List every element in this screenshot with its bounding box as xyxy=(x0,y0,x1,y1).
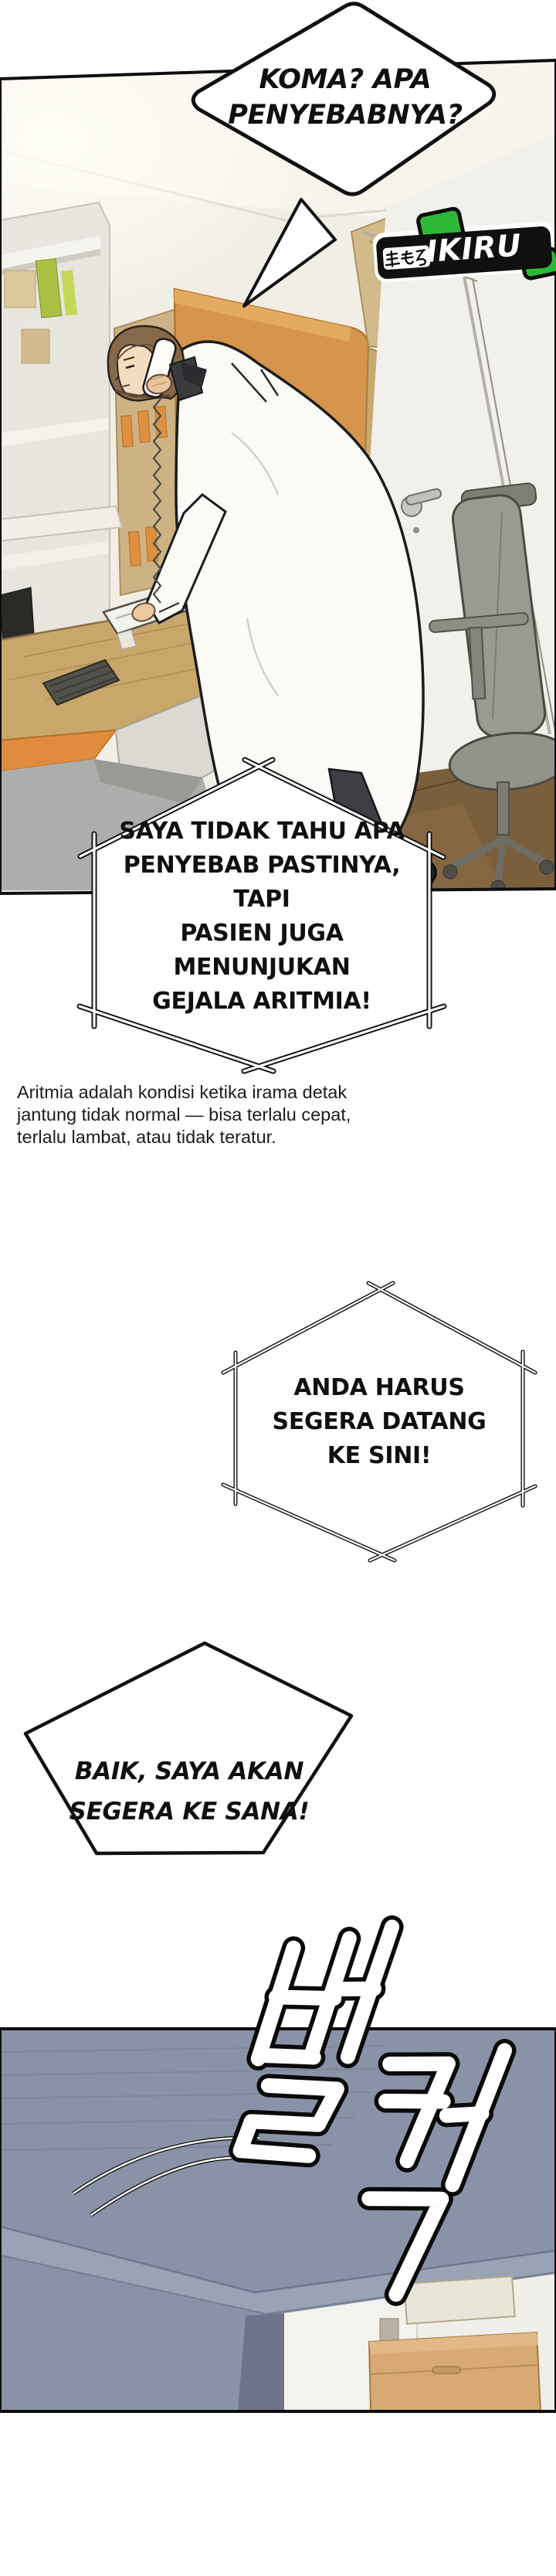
bubble-line: PENYEBAB PASTINYA, TAPI xyxy=(123,852,401,913)
drawer-handle xyxy=(432,2367,460,2374)
bubble-line: BAIK, SAYA AKAN xyxy=(74,1758,304,1785)
bubble-line: SEGERA KE SANA! xyxy=(69,1798,310,1826)
ikiru-logo-text xyxy=(425,223,552,274)
bubble-line: GEJALA ARITMIA! xyxy=(152,988,371,1015)
bubble-line: KE SINI! xyxy=(327,1442,432,1469)
bubble-line: PENYEBABNYA? xyxy=(228,100,463,131)
tan-box-2 xyxy=(22,329,49,363)
note-caption xyxy=(17,1079,496,1150)
bubble-line: SAYA TIDAK TAHU APA xyxy=(119,818,405,845)
bubble-pentagon-text xyxy=(42,1750,336,1833)
caption-line: terlalu lambat, atau tidak teratur. xyxy=(17,1126,276,1147)
door-keyhole xyxy=(413,527,419,533)
wall-corner xyxy=(238,2313,284,2411)
caption-line: Aritmia adalah kondisi ketika irama detak xyxy=(17,1081,348,1102)
bubble-hex1-text xyxy=(94,804,429,1029)
bubble-hex2-text xyxy=(236,1326,523,1518)
bubble-line: ANDA HARUS xyxy=(293,1374,465,1401)
logo-wordmark: IKIRU xyxy=(425,228,523,270)
bubble-line: KOMA? APA xyxy=(259,64,432,95)
bubble-diamond-text xyxy=(198,60,493,134)
tan-box xyxy=(5,271,36,308)
bubble-line: SEGERA DATANG xyxy=(272,1408,486,1435)
bubble-line: PASIEN JUGA MENUNJUKAN xyxy=(173,920,351,981)
caption-line: jantung tidak normal — bisa terlalu cepat, xyxy=(17,1104,351,1125)
wall-shelf xyxy=(404,2276,514,2324)
